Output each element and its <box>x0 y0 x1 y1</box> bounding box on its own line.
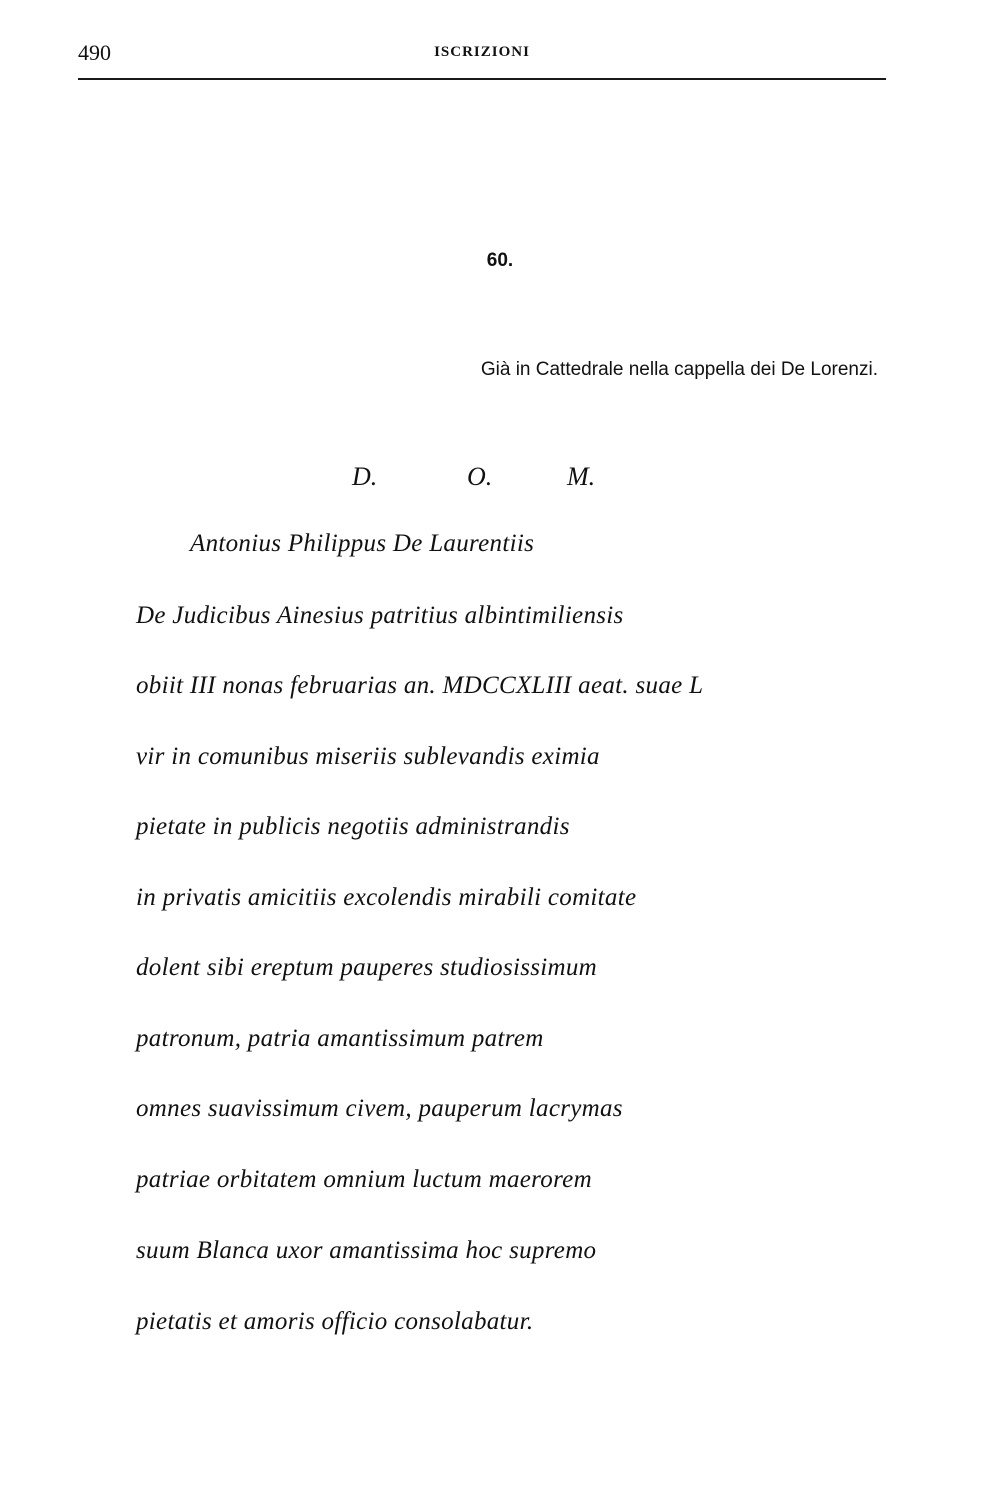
inscription-line: dolent sibi ereptum pauperes studiosissimum <box>136 954 598 981</box>
header-rule <box>78 78 886 80</box>
dom-letter-m: M. <box>567 462 596 491</box>
page-number: 490 <box>78 40 111 65</box>
dom-letter-o: O. <box>467 462 493 491</box>
inscription-line: obiit III nonas februarias an. MDCCXLIII aeat. suae L <box>136 672 704 699</box>
inscription-number: 60. <box>486 250 514 271</box>
inscription-line: vir in comunibus miseriis sublevandis eximia <box>136 743 600 770</box>
inscription-line: patronum, patria amantissimum patrem <box>136 1025 544 1052</box>
inscription-line: in privatis amicitiis excolendis mirabili comitate <box>136 884 637 911</box>
location-note: Già in Cattedrale nella cappella dei De Lorenzi. <box>480 359 878 380</box>
page-header <box>78 40 886 74</box>
inscription-line: De Judicibus Ainesius patritius albintimiliensis <box>136 602 624 629</box>
inscription-line: pietatis et amoris officio consolabatur. <box>136 1308 534 1335</box>
dom-letter-d: D. <box>352 462 378 491</box>
inscription-line: patriae orbitatem omnium luctum maerorem <box>136 1166 592 1193</box>
inscription-line: omnes suavissimum civem, pauperum lacrymas <box>136 1095 623 1122</box>
inscription-line: Antonius Philippus De Laurentiis <box>190 530 535 557</box>
running-head: ISCRIZIONI <box>434 44 530 60</box>
inscription-line: suum Blanca uxor amantissima hoc supremo <box>136 1237 597 1264</box>
inscription-line: pietate in publicis negotiis administrandis <box>136 813 570 840</box>
